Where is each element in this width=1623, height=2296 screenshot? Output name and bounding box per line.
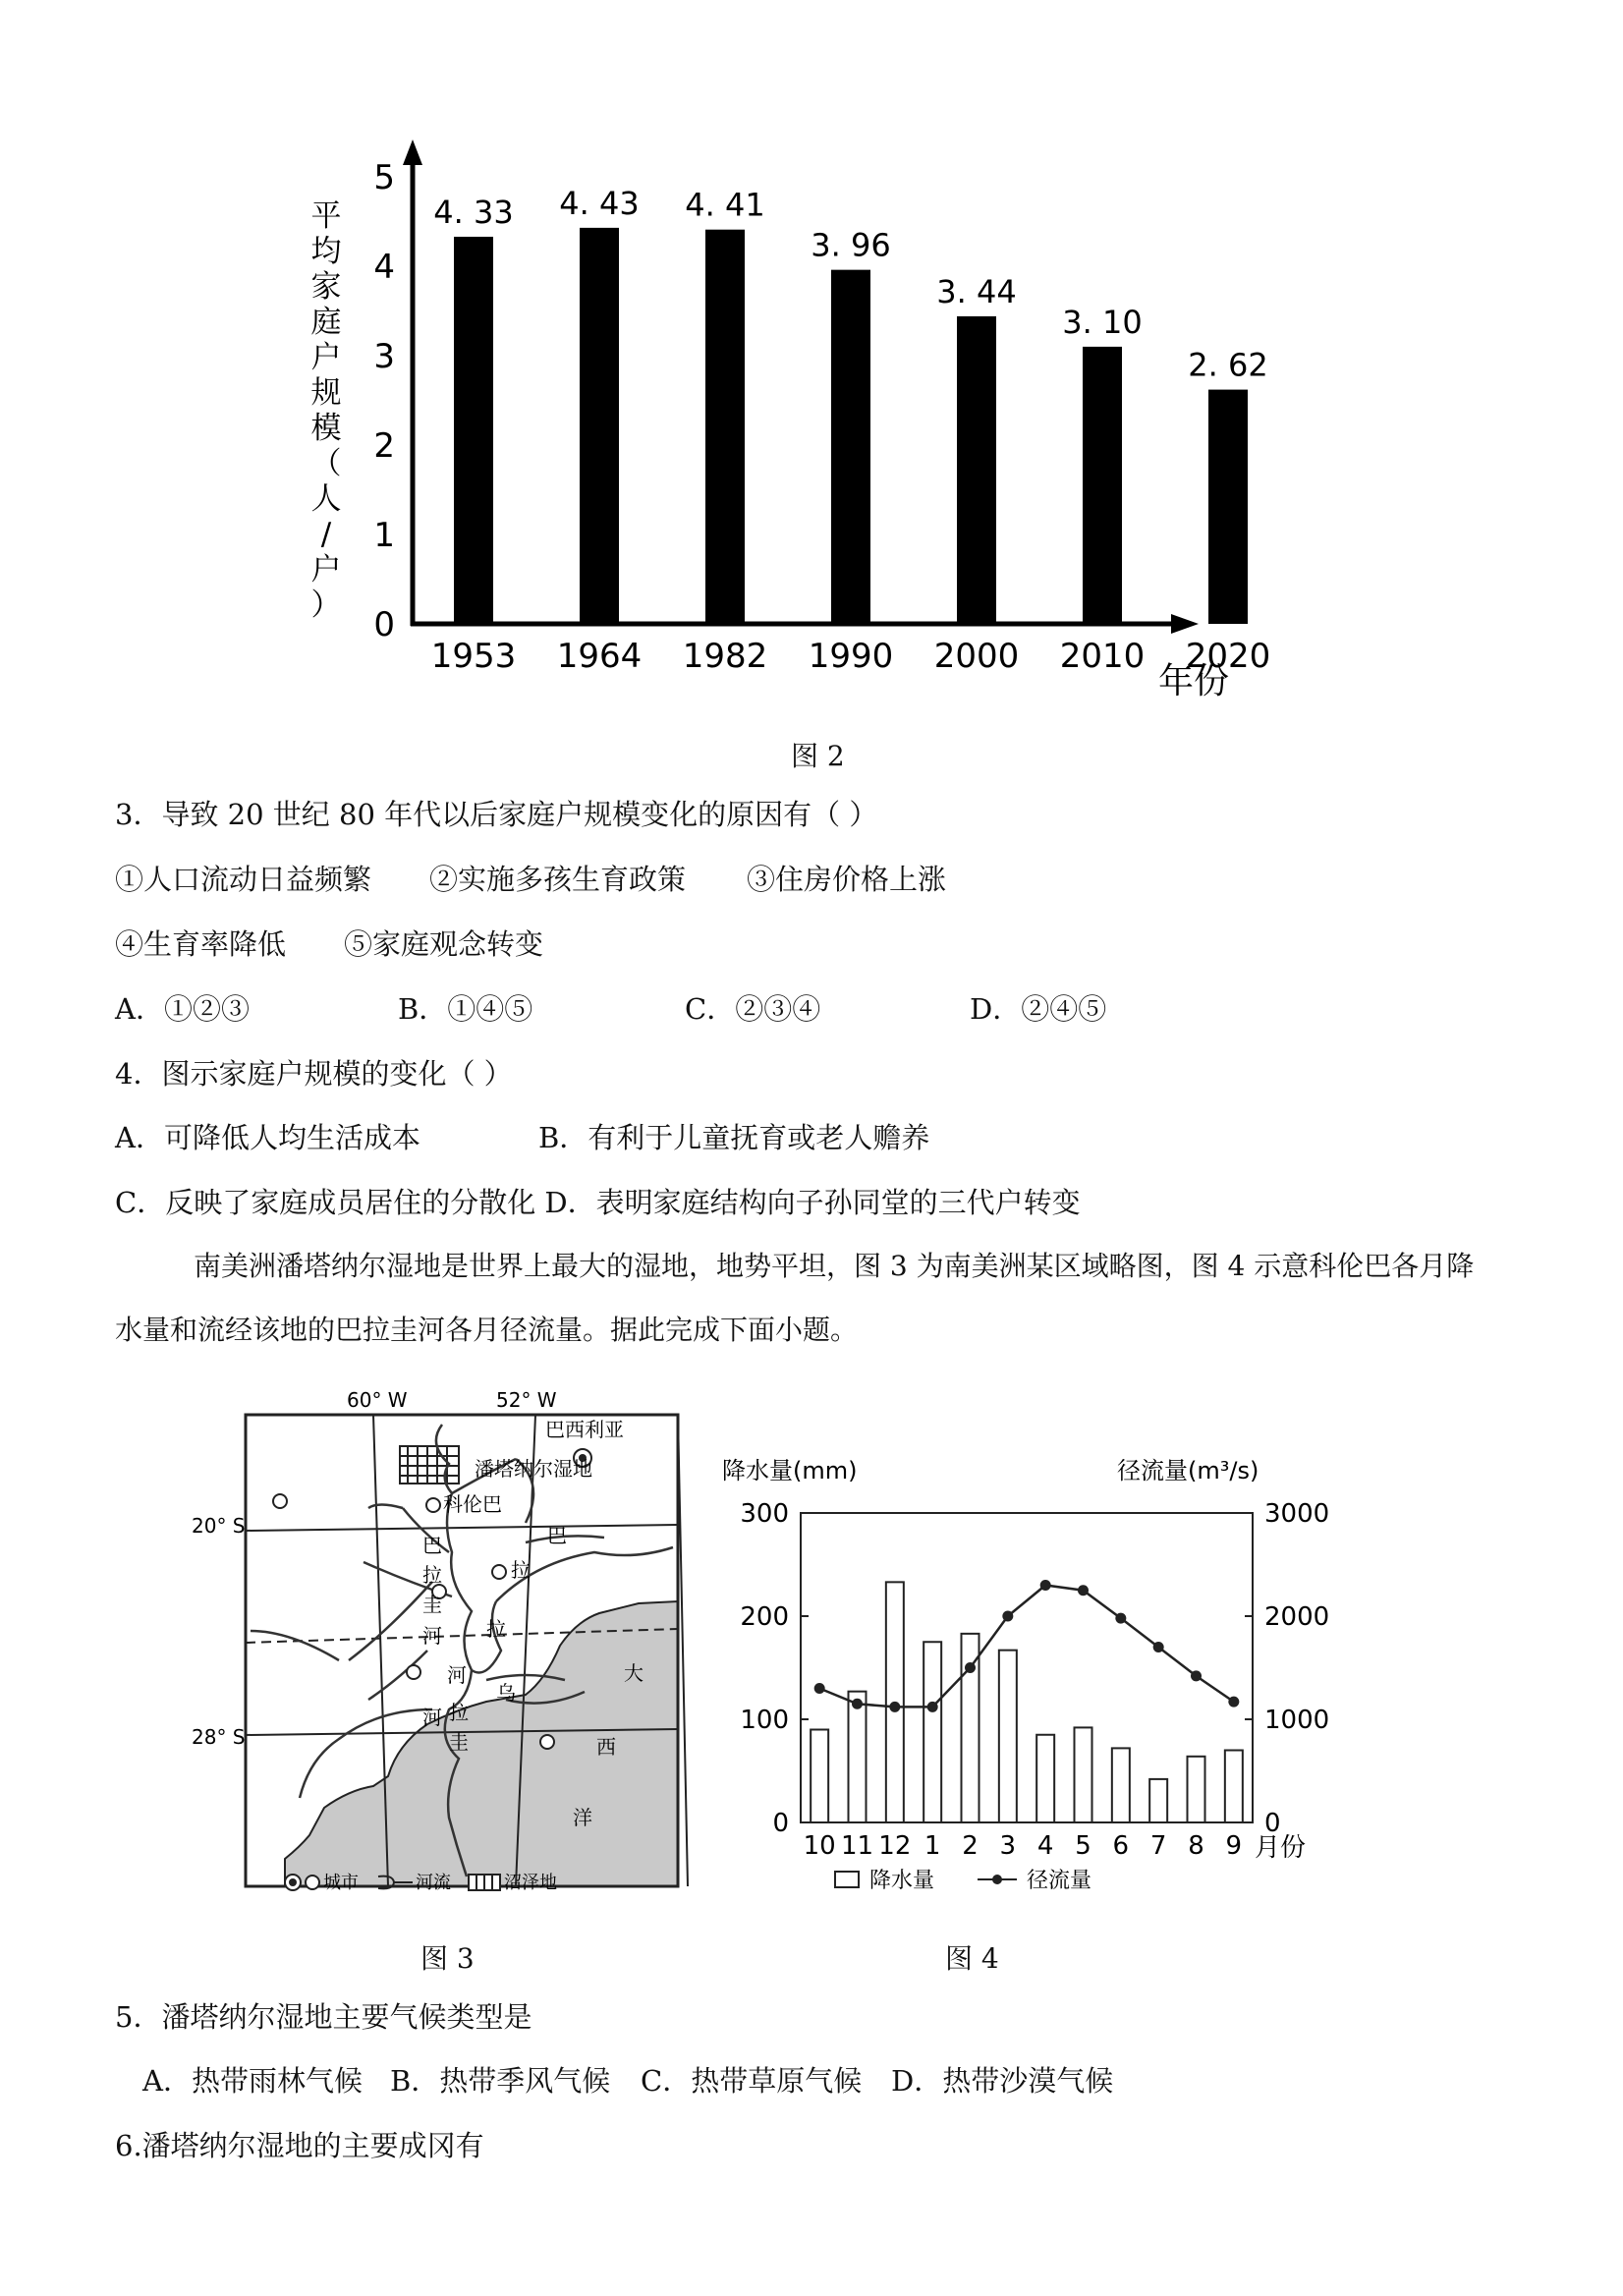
x-tick-label: 1982 [682,637,768,676]
legend-swamp: 沼泽地 [504,1873,557,1893]
precipitation-bar [849,1692,867,1822]
precipitation-runoff-chart [712,1439,1341,1906]
legend-city: 城市 [323,1873,359,1893]
precipitation-bar [1149,1779,1167,1822]
q3-option-b: B．①④⑤ [398,992,533,1026]
parana-river-char-1: 巴 [547,1524,567,1547]
month-tick-label: 8 [1188,1831,1204,1861]
corumba-label: 科伦巴 [443,1492,502,1516]
paraguay-river-char-1: 巴 [422,1534,442,1557]
left-tick-label: 100 [740,1706,789,1735]
right-axis-label: 径流量(m³/s) [1117,1457,1259,1484]
city-marker [273,1494,287,1508]
right-tick-label: 0 [1264,1809,1281,1838]
x-tick-label: 2010 [1059,637,1146,676]
y-tick-label: 0 [373,605,395,644]
parallel-20s [246,1525,678,1531]
ocean-char-3: 洋 [573,1806,592,1829]
bar [580,228,619,624]
parana-river-char-3: 拉 [486,1617,506,1641]
left-tick-label: 0 [772,1809,789,1838]
lat-label-20s: 20° S [192,1514,246,1538]
right-tick-label: 3000 [1264,1499,1330,1529]
y-axis-label-char: 户 [310,340,342,375]
runoff-point [1115,1613,1126,1624]
y-axis-label-char: 户 [310,552,342,588]
q3-item-5: ⑤家庭观念转变 [344,927,544,961]
q4-option-b: B．有利于儿童抚育或老人赡养 [538,1121,930,1154]
month-tick-label: 10 [803,1831,836,1861]
bar-value-label: 4. 33 [433,193,514,231]
bar-value-label: 2. 62 [1188,346,1268,384]
y-tick-label: 2 [373,426,395,466]
precipitation-bar [923,1642,941,1822]
bar [1083,347,1122,624]
lon-label-60w: 60° W [347,1388,408,1412]
y-tick-label: 4 [373,248,395,287]
y-axis-label-char: 庭 [310,305,342,340]
brasilia-label: 巴西利亚 [545,1418,624,1441]
legend-river: 河流 [416,1873,451,1893]
precipitation-bar [962,1634,979,1822]
y-axis-label-char: 家 [310,269,342,305]
runoff-point [1228,1697,1239,1708]
passage-line-1: 南美洲潘塔纳尔湿地是世界上最大的湿地，地势平坦，图 3 为南美洲某区域略图，图 4 示意科伦巴各月降 [194,1250,1475,1282]
month-tick-label: 5 [1075,1831,1091,1861]
lat-label-28s: 28° S [192,1725,246,1749]
q3-item-1: ①人口流动日益频繁 [115,863,372,896]
parana-river-char-4: 河 [447,1663,467,1687]
city-marker [407,1665,420,1679]
x-tick-label: 2020 [1185,637,1271,676]
wetland-label: 潘塔纳尔湿地 [475,1457,592,1481]
map-legend [285,1873,557,1893]
legend-runoff-label: 径流量 [1027,1869,1092,1893]
swamp-area [400,1446,459,1484]
month-tick-label: 6 [1112,1831,1130,1861]
runoff-point [1153,1642,1164,1652]
y-tick-label: 5 [373,158,395,197]
month-tick-label: 1 [923,1831,941,1861]
precipitation-bar [1112,1748,1130,1822]
runoff-point [1191,1670,1202,1681]
bar-value-label: 3. 44 [936,272,1017,310]
y-tick-label: 1 [373,516,395,555]
bar-value-label: 3. 96 [811,226,891,264]
left-tick-label: 200 [740,1602,789,1632]
bar [1208,390,1248,624]
x-axis-arrow [1171,614,1199,634]
household-size-bar-chart [305,128,1385,717]
y-axis-label-char: 模 [310,411,342,446]
runoff-point [889,1702,900,1712]
bar [454,237,493,624]
ocean-char-2: 西 [596,1735,616,1759]
uruguay-river-char-3: 圭 [449,1730,469,1754]
q3-item-3: ③住房价格上涨 [747,863,947,896]
x-tick-label: 1990 [808,637,894,676]
precipitation-bar [1225,1751,1243,1823]
bar [705,230,745,624]
q5-option-a: A．热带雨林气候 [142,2064,363,2098]
question-6-stem: 6.潘塔纳尔湿地的主要成冈有 [115,2129,484,2162]
legend-precipitation-label: 降水量 [869,1869,935,1893]
city-marker [540,1735,554,1749]
y-axis-label-char: 均 [310,234,342,269]
figure-4-caption: 图 4 [945,1942,999,1975]
corumba-city-marker [426,1498,440,1512]
month-tick-label: 4 [1036,1831,1054,1861]
y-axis-label-group [311,198,342,623]
uruguay-river-char-4: 河 [422,1706,442,1729]
bar-value-label: 3. 10 [1062,303,1143,341]
precipitation-bar [1188,1757,1205,1822]
uruguay-river-char-2: 拉 [449,1701,469,1724]
bar [957,316,996,624]
month-tick-label: 2 [962,1831,979,1861]
month-tick-label: 11 [840,1831,874,1861]
runoff-point [814,1683,825,1694]
runoff-point [1040,1580,1051,1591]
q3-option-d: D．②④⑤ [970,992,1107,1026]
q3-item-2: ②实施多孩生育政策 [429,863,687,896]
runoff-point [965,1662,976,1673]
q5-option-d: D．热带沙漠气候 [891,2064,1114,2098]
question-3-stem: 3．导致 20 世纪 80 年代以后家庭户规模变化的原因有（ ） [115,798,878,831]
bar [831,270,870,624]
runoff-point [1002,1611,1013,1622]
month-tick-label: 12 [878,1831,912,1861]
bar-value-label: 4. 43 [559,184,640,222]
month-tick-label: 7 [1149,1831,1167,1861]
runoff-point [1078,1585,1089,1596]
ocean-area [285,1601,678,1886]
x-tick-label: 1964 [556,637,643,676]
runoff-point [852,1699,863,1709]
bar-value-label: 4. 41 [685,186,765,224]
right-tick-label: 2000 [1264,1602,1330,1632]
x-axis-label: 年份 [1157,661,1230,701]
right-tick-label: 1000 [1264,1706,1330,1735]
precipitation-bar [811,1730,828,1823]
precipitation-bar [1075,1727,1092,1822]
ocean-char-1: 大 [624,1661,644,1685]
y-axis-label-char: （ [310,446,342,481]
y-axis-label-char: 规 [310,375,342,411]
month-tick-label: 9 [1225,1831,1243,1861]
city-marker [492,1565,506,1579]
precipitation-bar [999,1651,1017,1822]
y-tick-label: 3 [373,337,395,376]
runoff-line [819,1586,1234,1708]
y-axis-label-char: 平 [310,198,342,234]
q3-option-c: C．②③④ [685,992,821,1026]
question-5-stem: 5．潘塔纳尔湿地主要气候类型是 [115,2000,532,2034]
legend-precipitation-swatch [835,1872,859,1887]
q5-option-b: B．热带季风气候 [390,2064,611,2098]
figure-3-caption: 图 3 [420,1942,475,1975]
x-axis-unit-label: 月份 [1255,1833,1307,1863]
uruguay-river-char-1: 乌 [496,1681,516,1705]
runoff-point [927,1702,938,1712]
y-axis-arrow [403,140,422,165]
left-tick-label: 300 [740,1499,789,1529]
q4-option-a: A．可降低人均生活成本 [115,1121,420,1154]
precipitation-bar [1036,1735,1054,1822]
month-tick-label: 3 [999,1831,1017,1861]
q3-item-4: ④生育率降低 [115,927,287,961]
paraguay-river-char-3: 圭 [422,1593,442,1616]
question-4-stem: 4．图示家庭户规模的变化（ ） [115,1057,513,1091]
x-tick-label: 1953 [430,637,517,676]
figure-2-caption: 图 2 [791,740,845,772]
south-america-region-map [192,1385,702,1906]
y-axis-label-char: ） [310,588,342,623]
y-axis-label-char: 人 [310,481,342,517]
q5-option-c: C．热带草原气候 [641,2064,863,2098]
parana-river-char-2: 拉 [511,1558,531,1582]
q3-option-a: A．①②③ [115,992,250,1026]
lon-label-52w: 52° W [496,1388,557,1412]
x-tick-label: 2000 [933,637,1020,676]
passage-line-2: 水量和流经该地的巴拉圭河各月径流量。据此完成下面小题。 [115,1314,859,1346]
paraguay-river-char-2: 拉 [422,1563,442,1587]
paraguay-river-char-4: 河 [422,1624,442,1648]
y-axis-label-char: / [320,517,332,552]
left-axis-label: 降水量(mm) [722,1457,858,1484]
legend-runoff-marker [992,1875,1002,1884]
q4-option-c-d: C．反映了家庭成员居住的分散化 D．表明家庭结构向子孙同堂的三代户转变 [115,1186,1081,1219]
